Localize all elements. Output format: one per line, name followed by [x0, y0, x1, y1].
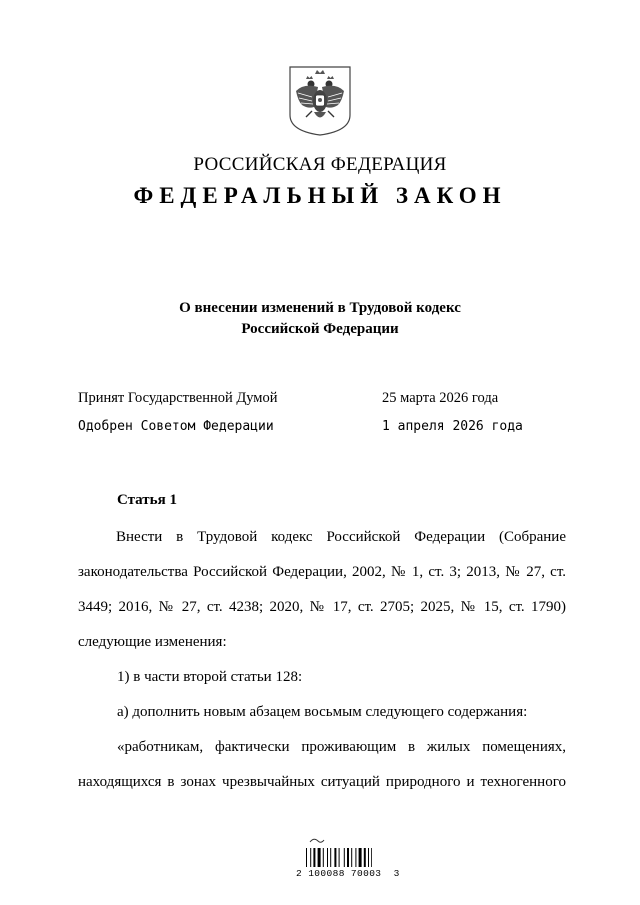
duma-adoption-label: Принят Государственной Думой [78, 390, 278, 406]
law-title-line: Российской Федерации [241, 321, 399, 337]
council-approval-label: Одобрен Советом Федерации [78, 419, 274, 434]
barcode [300, 836, 372, 894]
quoted-text-line: находящихся в зонах чрезвычайных ситуаций природного и техногенного [78, 774, 566, 790]
duma-adoption-date: 25 марта 2026 года [382, 390, 499, 406]
quoted-text-line: «работникам, фактически проживающим в жилых помещениях, [117, 739, 566, 755]
council-approval-date: 1 апреля 2026 года [382, 419, 523, 434]
barcode-number: 2 100088 70003 3 [296, 868, 400, 879]
article-heading: Статья 1 [117, 492, 177, 508]
list-item-1a: а) дополнить новым абзацем восьмым следующего содержания: [117, 704, 528, 720]
law-title-line: О внесении изменений в Трудовой кодекс [179, 300, 461, 316]
document-type: ФЕДЕРАЛЬНЫЙ ЗАКОН [133, 183, 507, 208]
list-item-1: 1) в части второй статьи 128: [117, 669, 303, 685]
country-name: РОССИЙСКАЯ ФЕДЕРАЦИЯ [193, 154, 447, 175]
law-title [0, 298, 640, 340]
article-intro-paragraph: Внести в Трудовой кодекс Российской Федерации (Собрание законодательства Российской Федерации, 2002, № 1, ст. 3; 2013, № 27, ст. 3449; 2016, № 27, ст. 4238; 2020, № 17, ст. 2705; 2025, № 15, ст. 1790) следующие изменения: [78, 529, 566, 650]
duma-mark-icon [310, 839, 324, 842]
coat-of-arms-icon [288, 65, 352, 137]
